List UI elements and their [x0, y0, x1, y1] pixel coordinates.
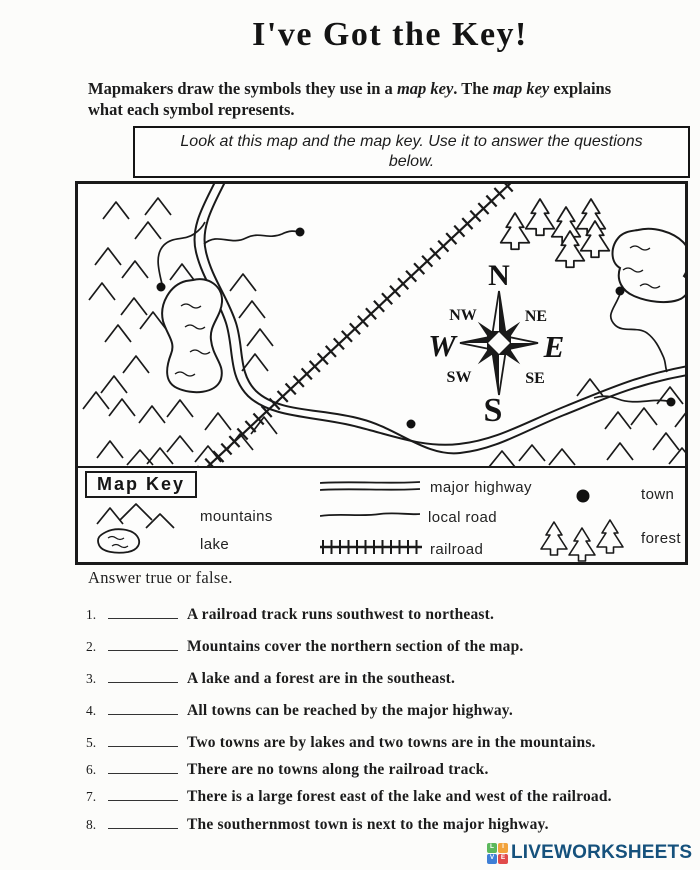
answer-blank-4[interactable] [108, 701, 178, 715]
question-number: 4. [86, 703, 97, 718]
intro-map-key-term: map key [396, 79, 454, 98]
question-row-2 [86, 637, 700, 656]
question-text: The southernmost town is next to the major highway. [187, 816, 549, 833]
question-number: 1. [86, 607, 97, 622]
question-row-5 [86, 733, 700, 752]
question-number: 6. [86, 762, 97, 777]
question-row-8 [86, 815, 700, 834]
question-row-6 [86, 760, 700, 779]
brand-name: LIVEWORKSHEETS [511, 842, 693, 863]
map-and-key-panel [75, 181, 688, 565]
question-row-4 [86, 701, 700, 720]
key-label-forest: forest [641, 530, 681, 547]
question-text: All towns can be reached by the major highway. [187, 702, 513, 719]
question-text: A railroad track runs southwest to northeast. [187, 606, 495, 623]
intro-part3: explains [549, 79, 612, 98]
instruction-line2: below. [388, 153, 435, 170]
question-number: 7. [86, 789, 97, 804]
question-number: 3. [86, 671, 97, 686]
question-text: Two towns are by lakes and two towns are in the mountains. [187, 734, 596, 751]
town-symbol [573, 486, 593, 506]
logo-cell-l: L [487, 843, 497, 853]
question-number: 5. [86, 735, 97, 750]
railroad-line [200, 184, 510, 466]
key-label-local-road: local road [428, 509, 498, 526]
compass-label-w: W [428, 328, 456, 363]
liveworksheets-logo[interactable] [487, 842, 692, 864]
question-text: A lake and a forest are in the southeast. [187, 670, 456, 687]
key-label-mountains: mountains [200, 508, 273, 525]
local-road-symbol [320, 510, 420, 520]
logo-cell-e: E [498, 854, 508, 864]
intro-line2: what each symbol represents. [88, 100, 295, 119]
question-text: There is a large forest east of the lake and west of the railroad. [187, 788, 612, 805]
compass-label-nw: NW [449, 307, 477, 324]
key-label-railroad: railroad [430, 541, 484, 558]
page-title: I've Got the Key! [252, 16, 528, 53]
forest-trees [501, 199, 610, 267]
map-illustration [78, 184, 685, 466]
answer-blank-6[interactable] [108, 760, 178, 774]
answer-blank-7[interactable] [108, 787, 178, 801]
liveworksheets-logo-icon [487, 843, 508, 864]
question-number: 2. [86, 639, 97, 654]
compass-label-ne: NE [524, 308, 548, 325]
instruction-box [133, 126, 690, 178]
question-number: 8. [86, 817, 97, 832]
logo-cell-v: V [487, 854, 497, 864]
answer-blank-2[interactable] [108, 637, 178, 651]
map-key-section [78, 466, 685, 562]
intro-part2: . The [453, 79, 493, 98]
railroad-symbol [318, 538, 424, 556]
compass-label-n: N [488, 259, 510, 292]
answer-blank-8[interactable] [108, 815, 178, 829]
question-row-7 [86, 787, 700, 806]
key-label-major-highway: major highway [430, 479, 532, 496]
major-highway-symbol [320, 478, 420, 496]
key-label-lake: lake [200, 536, 230, 553]
map-key-title: Map Key [85, 471, 197, 498]
answer-blank-3[interactable] [108, 669, 178, 683]
compass-label-se: SE [525, 370, 545, 387]
answer-blank-5[interactable] [108, 733, 178, 747]
lake-west [162, 279, 222, 392]
question-text: There are no towns along the railroad track. [187, 761, 489, 778]
key-label-town: town [641, 486, 675, 503]
question-text: Mountains cover the northern section of the map. [187, 638, 524, 655]
intro-paragraph [88, 78, 700, 120]
logo-cell-i: I [498, 843, 508, 853]
compass-rose [428, 259, 564, 429]
mountains-southeast [489, 379, 685, 466]
compass-label-e: E [543, 329, 565, 364]
compass-label-sw: SW [446, 369, 472, 386]
intro-part1: Mapmakers draw the symbols they use in a [88, 79, 397, 98]
instruction-line1: Look at this map and the map key. Use it to answer the questions [180, 133, 643, 150]
question-row-1 [86, 605, 700, 624]
question-row-3 [86, 669, 700, 688]
compass-label-s: S [483, 392, 503, 429]
answer-blank-1[interactable] [108, 605, 178, 619]
lake-symbol [94, 526, 146, 558]
answer-prompt: Answer true or false. [88, 568, 233, 587]
forest-symbol [538, 514, 630, 564]
intro-map-key-term-2: map key [492, 79, 550, 98]
